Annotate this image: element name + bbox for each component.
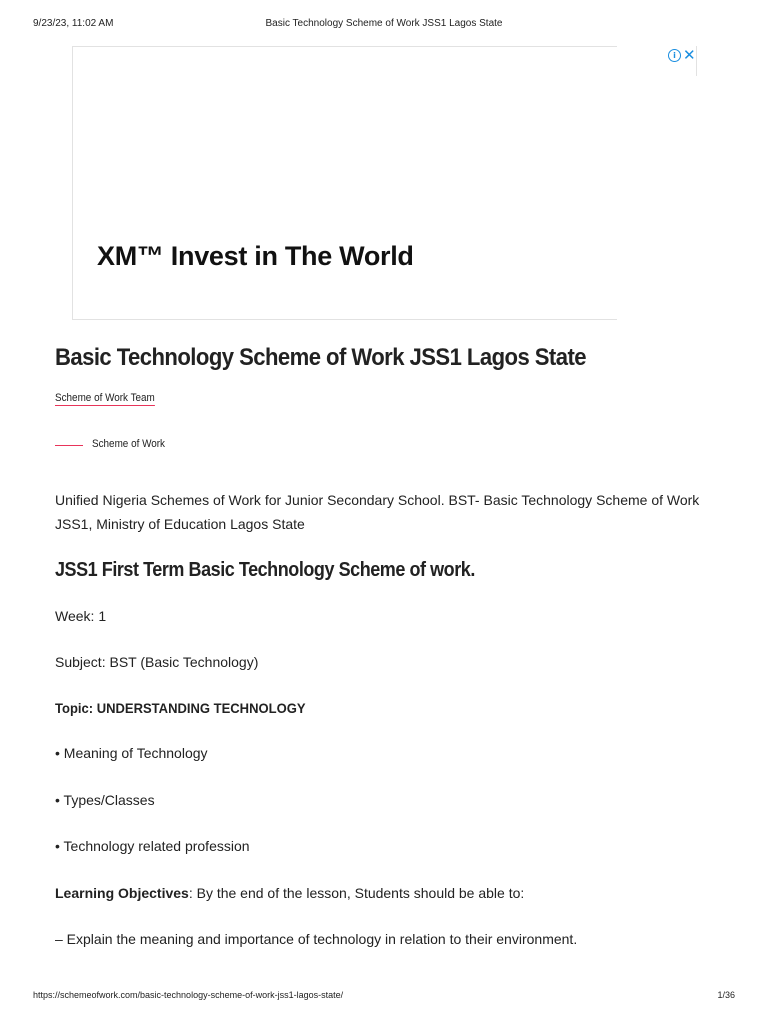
author-link[interactable]: Scheme of Work Team bbox=[55, 392, 155, 404]
list-item: • Types/Classes bbox=[55, 792, 155, 808]
page-number: 1/36 bbox=[717, 990, 735, 1000]
print-footer bbox=[33, 990, 735, 1004]
section-heading: JSS1 First Term Basic Technology Scheme of work. bbox=[55, 559, 475, 581]
ad-headline[interactable]: XM™ Invest in The World bbox=[97, 241, 414, 271]
objectives-label: Learning Objectives bbox=[55, 885, 189, 901]
print-doc-title: Basic Technology Scheme of Work JSS1 Lagos State bbox=[265, 18, 503, 29]
list-item: • Technology related profession bbox=[55, 838, 250, 854]
print-datetime: 9/23/23, 11:02 AM bbox=[33, 18, 114, 29]
intro-paragraph: Unified Nigeria Schemes of Work for Junior Secondary School. BST- Basic Technology Scheme of Work JSS1, Ministry of Education Lagos State bbox=[55, 492, 700, 532]
category-divider bbox=[55, 445, 83, 446]
category-link[interactable]: Scheme of Work bbox=[92, 438, 165, 450]
list-item: • Meaning of Technology bbox=[55, 745, 208, 761]
print-url: https://schemeofwork.com/basic-technology-scheme-of-work-jss1-lagos-state/ bbox=[33, 990, 344, 1000]
advertisement-banner[interactable] bbox=[72, 46, 617, 320]
objectives-text: : By the end of the lesson, Students should be able to: bbox=[188, 885, 525, 901]
close-icon[interactable]: ✕ bbox=[683, 46, 696, 64]
topic-line: Topic: UNDERSTANDING TECHNOLOGY bbox=[55, 700, 306, 716]
week-line: Week: 1 bbox=[55, 608, 107, 624]
objective-item: – Explain the meaning and importance of technology in relation to their environment. bbox=[55, 931, 578, 947]
article-title: Basic Technology Scheme of Work JSS1 Lagos State bbox=[55, 344, 586, 371]
print-header bbox=[33, 18, 735, 32]
info-icon[interactable]: i bbox=[668, 49, 681, 62]
objectives-line bbox=[55, 885, 524, 901]
subject-line: Subject: BST (Basic Technology) bbox=[55, 654, 259, 670]
